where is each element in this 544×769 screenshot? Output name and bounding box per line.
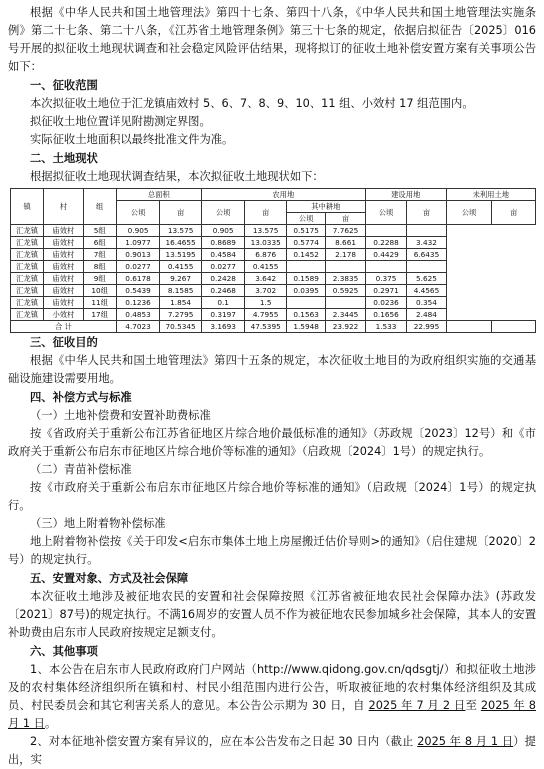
table-cell: 0.5925 (326, 285, 365, 297)
col-mu: 亩 (492, 201, 536, 225)
table-header (11, 189, 536, 225)
section-1-map-note: 拟征收土地位置详见附勘测定界图。 (30, 115, 211, 128)
table-total-row (11, 321, 536, 333)
section-4-sub-3: （三）地上附着物补偿标准 (30, 517, 166, 530)
col-total-area: 总面积 (116, 189, 201, 201)
section-3-text: 根据《中华人民共和国土地管理法》第四十五条的规定，本次征收土地目的为政府组织实施的交通基础设施建设需要用地。 (8, 354, 536, 385)
table-cell: 6.6435 (407, 249, 446, 261)
table-cell: 0.5439 (116, 285, 160, 297)
table-cell: 0.1 (201, 297, 245, 309)
government-portal-link[interactable]: http://www.qidong.gov.cn/qdsgtj/ (256, 663, 444, 676)
section-6-heading: 六、其他事项 (30, 645, 98, 658)
col-mu: 亩 (160, 201, 202, 225)
col-group: 组 (83, 189, 116, 225)
table-total-cell: 1.5948 (286, 321, 325, 333)
table-cell (365, 261, 406, 273)
table-cell: 汇龙镇 (11, 285, 44, 297)
table-cell: 0.3197 (201, 309, 245, 321)
table-cell: 汇龙镇 (11, 297, 44, 309)
table-body (11, 225, 536, 333)
section-5-text: 本次征收土地涉及被征地农民的安置和社会保障按照《江苏省被征地农民社会保障办法》(苏政发〔2021〕87号)的规定执行。不满16周岁的安置人员不作为被征地农民参加城乡社会保障，其本人的安置补助费由启东市人民政府按规定足额支付。 (8, 590, 536, 639)
item-1-text-e: 。 (44, 717, 57, 730)
table-cell: 0.4429 (365, 249, 406, 261)
table-cell: 汇龙镇 (11, 309, 44, 321)
section-2-intro: 根据拟征收土地现状调查结果，本次拟征收土地现状如下： (30, 170, 324, 183)
item-1-text-a: 1、本公告在启东市人民政府政府门户网站（ (30, 663, 257, 676)
table-cell: 0.375 (365, 273, 406, 285)
table-cell: 庙效村 (44, 237, 83, 249)
table-total-cell: 3.1693 (201, 321, 245, 333)
table-cell: 3.642 (245, 273, 286, 285)
item-2-text-b: ）提出，实 (8, 735, 536, 766)
col-agri-land: 农用地 (201, 189, 365, 201)
table-row (11, 273, 536, 285)
table-cell: 0.0236 (365, 297, 406, 309)
table-cell: 0.4853 (116, 309, 160, 321)
table-cell: 0.1656 (365, 309, 406, 321)
col-town: 镇 (11, 189, 44, 225)
table-cell: 1.0977 (116, 237, 160, 249)
table-cell: 汇龙镇 (11, 261, 44, 273)
table-total-cell: 1.533 (365, 321, 406, 333)
col-mu: 亩 (245, 201, 286, 225)
table-cell: 0.1589 (286, 273, 325, 285)
table-cell: 0.4584 (201, 249, 245, 261)
table-cell: 汇龙镇 (11, 225, 44, 237)
table-cell: 0.5175 (286, 225, 325, 237)
section-4-heading: 四、补偿方式与标准 (30, 391, 132, 404)
table-cell: 7.7625 (326, 225, 365, 237)
table-cell: 0.4155 (245, 261, 286, 273)
table-cell: 0.0395 (286, 285, 325, 297)
table-total-cell: 22.995 (407, 321, 446, 333)
table-cell: 5.625 (407, 273, 446, 285)
table-cell: 16.4655 (160, 237, 202, 249)
item-1-text-b: ）和拟征收土地涉及的农村集体经济组织所在镇和村、村民小组范围内进行公告，听取被征地的农村集体经济组织及其成员、村民委员会和其它利害关系人的意见。本公告公示期为 30 日，自 (8, 663, 536, 712)
col-hectare: 公顷 (116, 201, 160, 225)
table-cell: 4.4565 (407, 285, 446, 297)
table-cell: 2.484 (407, 309, 446, 321)
table-cell: 0.1236 (116, 297, 160, 309)
table-cell: 0.0277 (116, 261, 160, 273)
table-cell: 6.876 (245, 249, 286, 261)
table-row (11, 309, 536, 321)
table-cell (286, 261, 325, 273)
table-cell: 9.267 (160, 273, 202, 285)
table-cell: 9组 (83, 273, 116, 285)
table-cell: 5组 (83, 225, 116, 237)
table-cell: 13.575 (160, 225, 202, 237)
table-cell: 0.905 (201, 225, 245, 237)
table-cell: 0.1563 (286, 309, 325, 321)
table-total-cell (492, 321, 536, 333)
section-4-sub-1: （一）土地补偿费和安置补助费标准 (30, 409, 211, 422)
table-cell: 13.0335 (245, 237, 286, 249)
item-1-text-c: 至 (465, 699, 481, 712)
table-cell: 0.354 (407, 297, 446, 309)
table-total-cell: 23.922 (326, 321, 365, 333)
land-status-table (10, 188, 536, 333)
table-cell: 7.2795 (160, 309, 202, 321)
table-cell: 0.1452 (286, 249, 325, 261)
table-row (11, 297, 536, 309)
table-cell: 庙效村 (44, 285, 83, 297)
table-cell: 0.9013 (116, 249, 160, 261)
section-4-sub-2: （二）青苗补偿标准 (30, 463, 132, 476)
col-hectare: 公顷 (365, 201, 406, 225)
section-4-text-2: 按《市政府关于重新公布启东市征地区片综合地价等标准的通知》（启政规〔2024〕1号）的规定执行。 (8, 481, 536, 512)
section-6-item-2 (8, 733, 536, 769)
table-cell: 1.5 (245, 297, 286, 309)
table-cell: 0.2468 (201, 285, 245, 297)
table-cell: 0.2971 (365, 285, 406, 297)
table-cell: 8组 (83, 261, 116, 273)
col-hectare: 公顷 (286, 213, 325, 225)
table-cell: 7组 (83, 249, 116, 261)
section-1-heading: 一、征收范围 (30, 79, 98, 92)
col-mu: 亩 (407, 201, 446, 225)
table-cell: 0.6178 (116, 273, 160, 285)
table-cell: 汇龙镇 (11, 249, 44, 261)
col-hectare: 公顷 (201, 201, 245, 225)
table-cell: 13.575 (245, 225, 286, 237)
table-cell: 10组 (83, 285, 116, 297)
col-hectare: 公顷 (446, 201, 492, 225)
table-cell: 8.661 (326, 237, 365, 249)
col-mu: 亩 (326, 213, 365, 225)
table-row (11, 225, 536, 237)
table-cell (286, 297, 325, 309)
table-cell (326, 261, 365, 273)
section-1-area-note: 实际征收土地面积以最终批准文件为准。 (30, 133, 234, 146)
table-row (11, 249, 536, 261)
table-cell: 0.0277 (201, 261, 245, 273)
section-4-text-3: 地上附着物补偿按《关于印发<启东市集体土地上房屋搬迁估价导则>的通知》（启住建规〔2020〕2号）的规定执行。 (8, 535, 536, 566)
table-cell (365, 225, 406, 237)
table-row (11, 261, 536, 273)
section-1-scope: 本次拟征收土地位于汇龙镇庙效村 5、6、7、8、9、10、11 组、小效村 17 组范围内。 (30, 97, 474, 110)
intro-paragraph: 根据《中华人民共和国土地管理法》第四十七条、第四十八条，《中华人民共和国土地管理法实施条例》第二十七条、第二十八条，《江苏省土地管理条例》第三十七条的规定，依据启拟征告〔2025〕016号开展的拟征收土地现状调查和社会稳定风险评估结果，现将拟订的征收土地补偿安置方案有关事项公告如下： (8, 6, 536, 73)
table-cell: 2.178 (326, 249, 365, 261)
table-cell (407, 225, 446, 237)
table-cell: 汇龙镇 (11, 237, 44, 249)
table-cell (407, 261, 446, 273)
section-4-text-1: 按《省政府关于重新公布江苏省征地区片综合地价最低标准的通知》（苏政规〔2023〕12号）和《市政府关于重新公布启东市征地区片综合地价等标准的通知》（启政规〔2024〕1号）的规定执行。 (8, 427, 536, 458)
table-row (11, 285, 536, 297)
total-label: 合 计 (11, 321, 117, 333)
table-total-cell: 4.7023 (116, 321, 160, 333)
item-2-text-a: 2、对本征地补偿安置方案有异议的，应在本公告发布之日起 30 日内（截止 (30, 735, 418, 748)
table-cell: 庙效村 (44, 225, 83, 237)
table-total-cell (446, 321, 492, 333)
section-2-heading: 二、土地现状 (30, 152, 98, 165)
table-cell: 庙效村 (44, 249, 83, 261)
table-cell: 13.5195 (160, 249, 202, 261)
table-cell: 0.4155 (160, 261, 202, 273)
section-3-heading: 三、征收目的 (30, 336, 98, 349)
section-6-item-1 (8, 661, 536, 733)
table-cell: 0.905 (116, 225, 160, 237)
table-cell: 6组 (83, 237, 116, 249)
table-cell: 17组 (83, 309, 116, 321)
publicity-start-date: 2025 年 7 月 2 日 (368, 699, 466, 712)
col-construction-land: 建设用地 (365, 189, 446, 201)
table-cell: 0.8689 (201, 237, 245, 249)
objection-deadline-date: 2025 年 8 月 1 日 (417, 735, 514, 748)
table-cell: 2.3835 (326, 273, 365, 285)
table-cell: 8.1585 (160, 285, 202, 297)
table-cell: 庙效村 (44, 261, 83, 273)
table-cell: 0.5774 (286, 237, 325, 249)
table-row (11, 237, 536, 249)
table-cell: 庙效村 (44, 273, 83, 285)
table-cell: 2.3445 (326, 309, 365, 321)
table-cell: 0.2288 (365, 237, 406, 249)
table-cell: 汇龙镇 (11, 273, 44, 285)
section-5-heading: 五、安置对象、方式及社会保障 (30, 572, 189, 585)
table-cell: 小效村 (44, 309, 83, 321)
table-cell: 3.702 (245, 285, 286, 297)
table-cell: 4.7955 (245, 309, 286, 321)
table-total-cell: 70.5345 (160, 321, 202, 333)
table-cell: 0.2428 (201, 273, 245, 285)
table-cell (326, 297, 365, 309)
table-cell: 1.854 (160, 297, 202, 309)
publicity-end-date: 2025 年 8 月 1 日 (8, 699, 536, 730)
table-cell: 3.432 (407, 237, 446, 249)
col-unused-land: 未利用土地 (446, 189, 535, 201)
table-total-cell: 47.5395 (245, 321, 286, 333)
table-cell: 11组 (83, 297, 116, 309)
table-cell: 庙效村 (44, 297, 83, 309)
col-village: 村 (44, 189, 83, 225)
col-of-which-arable: 其中耕地 (286, 201, 365, 213)
